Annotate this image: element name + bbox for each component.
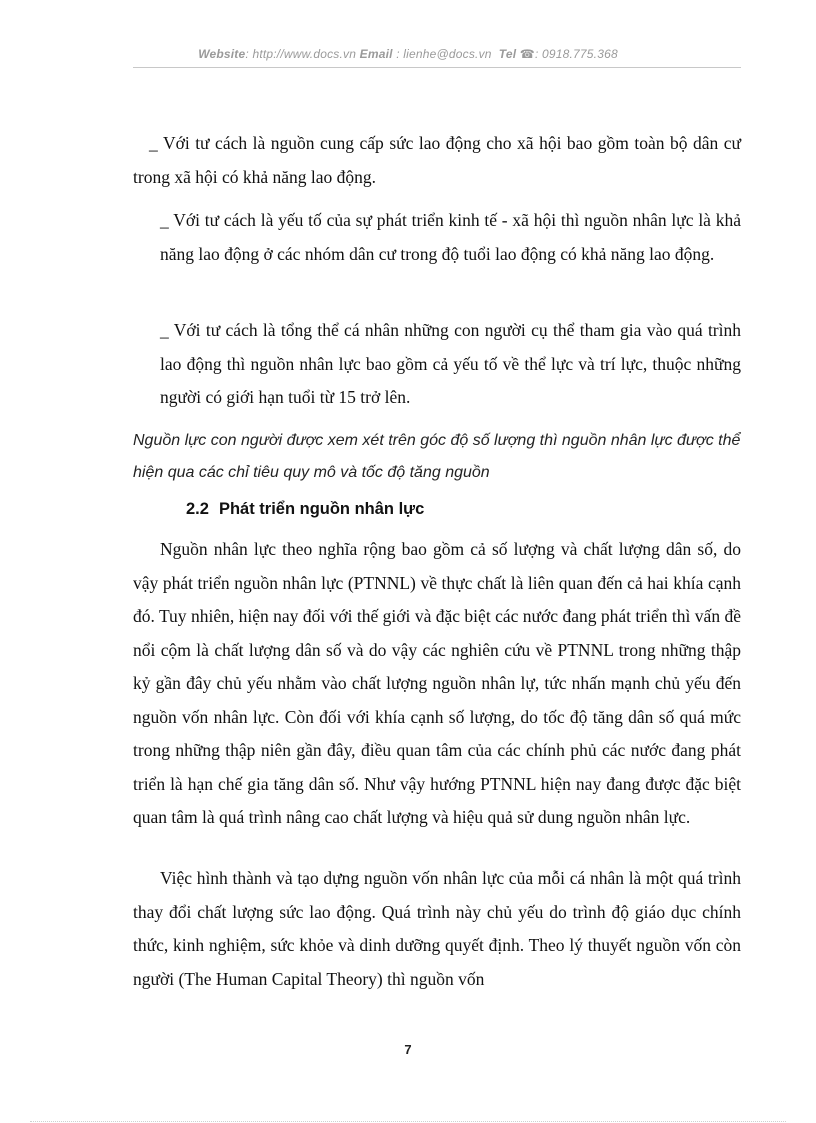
paragraph-socioeconomic-factor: _ Với tư cách là yếu tố của sự phát triển kinh tế - xã hội thì nguồn nhân lực là khả năng lao động ở các nhóm dân cư trong độ tuổi lao động có khả năng lao động. — [160, 210, 741, 264]
phone-icon: ☎ — [519, 47, 535, 61]
tel-label: Tel — [498, 47, 517, 61]
section-heading — [186, 500, 424, 519]
paragraph-development: Nguồn nhân lực theo nghĩa rộng bao gồm cả số lượng và chất lượng dân số, do vậy phát triển nguồn nhân lực (PTNNL) về thực chất là liên quan đến cả hai khía cạnh đó. Tuy nhiên, hiện nay đối với thế giới và đặc biệt các nước đang phát triển thì vấn đề nổi cộm là chất lượng dân số và do vậy các nghiên cứu về PTNNL trong những thập kỷ gần đây chủ yếu nhằm vào chất lượng nguồn nhân lự, tức nhấn mạnh chủ yếu đến nguồn vốn nhân lực. Còn đối với khía cạnh số lượng, do tốc độ tăng dân số quá mức trong những thập niên gần đây, điều quan tâm của các chính phủ các nước đang phát triển là hạn chế gia tăng dân số. Như vậy hướng PTNNL hiện nay đang được đặc biệt quan tâm là quá trình nâng cao chất lượng và hiệu quả sử dung nguồn nhân lực. — [133, 539, 741, 827]
page-number: 7 — [404, 1042, 412, 1057]
website-value: : http://www.docs.vn — [245, 47, 357, 61]
header-divider — [133, 67, 741, 68]
section-number: 2.2 — [186, 500, 209, 518]
page-header — [0, 47, 816, 61]
email-label: Email — [359, 47, 393, 61]
paragraph-labor-supply: _ Với tư cách là nguồn cung cấp sức lao động cho xã hội bao gồm toàn bộ dân cư trong xã hội có khả năng lao động. — [133, 133, 741, 187]
paragraph-individual-totality: _ Với tư cách là tổng thể cá nhân những con người cụ thể tham gia vào quá trình lao động thì nguồn nhân lực bao gồm cả yếu tố về thể lực và trí lực, thuộc những người có giới hạn tuổi từ 15 trở lên. — [160, 320, 741, 407]
italic-note: Nguồn lực con người được xem xét trên góc độ số lượng thì nguồn nhân lực được thể hiện qua các chỉ tiêu quy mô và tốc độ tăng nguồn — [133, 432, 741, 481]
page-bottom-edge — [30, 1121, 786, 1122]
email-value: : lienhe@docs.vn — [396, 47, 492, 61]
tel-value: : 0918.775.368 — [534, 47, 618, 61]
section-title: Phát triển nguồn nhân lực — [218, 500, 425, 518]
paragraph-human-capital: Việc hình thành và tạo dựng nguồn vốn nhân lực của mỗi cá nhân là một quá trình thay đổi chất lượng sức lao động. Quá trình này chủ yếu do trình độ giáo dục chính thức, kinh nghiệm, sức khỏe và dinh dưỡng quyết định. Theo lý thuyết nguồn vốn còn người (The Human Capital Theory) thì nguồn vốn — [133, 868, 741, 989]
website-label: Website — [198, 47, 246, 61]
